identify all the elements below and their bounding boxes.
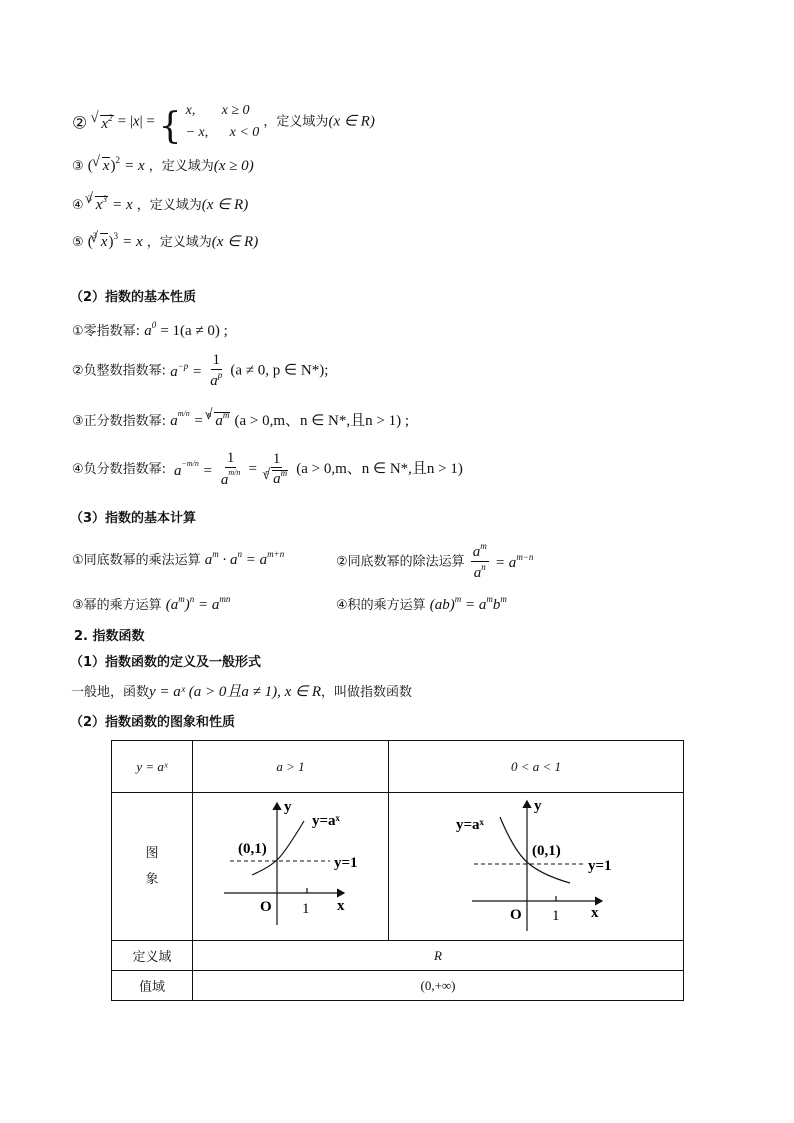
header-function: y = aˣ <box>112 741 193 793</box>
subsection-title-def: （1）指数函数的定义及一般形式 <box>70 655 262 670</box>
table-graph-row <box>112 793 684 941</box>
table-header-row <box>112 741 684 793</box>
domain-text: ，定义域为 <box>146 235 212 250</box>
domain-set: x ∈ R <box>206 197 244 213</box>
property-label: ①零指数幂: <box>72 324 141 339</box>
origin-label: O <box>259 898 272 915</box>
domain-set: x ∈ R <box>333 113 370 130</box>
domain-text: ，定义域为 <box>136 198 202 213</box>
def-post: ，叫做指数函数 <box>321 685 413 700</box>
sqrt-x-squared: √ $x^2$ <box>91 113 113 133</box>
radical-line-5: ⑤ ($^3$√ x)$^3$ = x ，定义域为(x ∈ R) <box>72 232 258 251</box>
piecewise-cases <box>186 100 260 144</box>
property-formula: (a > 0,m、n ∈ N*,且n > 1) ; <box>234 413 410 429</box>
property-2: ②负整数指数幂: $a^{-p}$ = $\frac{1}{a^p}$ (a ≠ 0, p ∈ N*); <box>72 352 329 389</box>
domain-set: x ≥ 0 <box>218 158 249 174</box>
property-formula: (a > 0,m、n ∈ N*,且n > 1) <box>296 460 463 477</box>
rhs: = x <box>124 158 145 174</box>
curve-label: y=aˣ <box>455 816 484 833</box>
fraction: $\frac{1}{a^{m/n}}$ <box>220 450 241 488</box>
calc-label: ④积的乘方运算 <box>336 598 426 613</box>
calc-1: ①同底数幂的乘法运算 $a^m \cdot a^n = a^{m+n}$ <box>72 549 285 568</box>
property-3: ③正分数指数幂: $a^{m/n} = ^n√$ $a^m$ (a > 0,m、n ∈ N*,且n > 1) ; <box>72 410 409 430</box>
subsection-title-graph: （2）指数函数的图象和性质 <box>70 715 236 730</box>
calc-4: ④积的乘方运算 $(ab)^m = a^mb^m$ <box>336 594 507 613</box>
calc-3: ③幂的乘方运算 $(a^m)^n = a^{mn}$ <box>72 594 231 613</box>
calc-label: ③幂的乘方运算 <box>72 598 162 613</box>
header-a-lt-1: 0 < a < 1 <box>389 741 684 793</box>
case-2: − x, <box>185 125 209 140</box>
one-label: 1 <box>301 900 309 917</box>
fraction: $\frac{1}{a^p}$ <box>210 352 223 389</box>
definition-line <box>71 685 412 700</box>
item-number: ④ <box>72 198 84 213</box>
x-label: x <box>336 897 344 914</box>
property-1: ①零指数幂: $a^0 = 1(a \ne 0)$ ; <box>72 320 228 339</box>
property-label: ②负整数指数幂: <box>72 363 167 379</box>
item-number: ⑤ <box>72 235 84 250</box>
rhs: = x <box>112 197 133 213</box>
one-label: 1 <box>551 907 559 924</box>
calc-2: ②同底数幂的除法运算 $\frac{a^m}{a^n}$ = $a^{m-n}$ <box>336 541 534 581</box>
calc-label: ①同底数幂的乘法运算 <box>72 553 201 568</box>
radical-line-3: ③ (√ x)$^2$ = x ，定义域为(x ≥ 0) <box>72 156 254 175</box>
item-number: ② <box>72 113 88 134</box>
def-formula: y = aˣ (a > 0且a ≠ 1), x ∈ R <box>149 684 322 700</box>
origin-label: O <box>509 906 522 923</box>
graph-row-label: 图 象 <box>112 793 193 941</box>
domain-text: ，定义域为 <box>148 159 214 174</box>
y-label: y <box>283 798 291 815</box>
range-label: 值域 <box>112 971 193 1001</box>
curve-label: y=aˣ <box>311 812 340 829</box>
property-formula: (a ≠ 0, p ∈ N*); <box>230 362 329 379</box>
property-4: ④负分数指数幂: $a^{-m/n}$ = $\frac{1}{a^{m/n}}$ = $\frac{1}{^n√ a^m}$ (a > 0,m、n ∈ N*,且n > 1) <box>72 450 463 489</box>
section-title-basic: （2）指数的基本性质 <box>70 290 197 305</box>
item-number: ③ <box>72 159 84 174</box>
graph-a-lt-1-cell <box>389 793 684 941</box>
property-label: ③正分数指数幂: <box>72 414 167 429</box>
domain-value: R <box>193 941 684 971</box>
domain-label: 定义域 <box>112 941 193 971</box>
case-1: x, <box>185 103 196 118</box>
graph-a-gt-1-cell <box>193 793 389 941</box>
def-pre: 一般地，函数 <box>71 685 150 700</box>
radical-line-4: ④ $^3$√ $x^3 = x$ ，定义域为(x ∈ R) <box>72 194 248 214</box>
property-label: ④负分数指数幂: <box>72 461 167 477</box>
fraction: $\frac{a^m}{a^n}$ <box>472 541 487 581</box>
point-label: (0,1) <box>237 840 267 857</box>
asym-label: y=1 <box>587 857 612 874</box>
section-title-calc: （3）指数的基本计算 <box>70 511 197 526</box>
domain-set: x ∈ R <box>216 234 254 250</box>
piecewise-brace: { <box>158 105 182 147</box>
graph-a-gt-1 <box>194 795 388 935</box>
rhs: = x <box>122 234 143 250</box>
cond-2: x < 0 <box>229 125 260 140</box>
radical-line-2: ② √ $x^2 = |x|$ = { x, x ≥ 0 − x, x < 0 ，定义域为(x ∈ R) <box>72 100 375 145</box>
point-label: (0,1) <box>531 842 561 859</box>
table-range-row <box>112 971 684 1001</box>
cond-1: x ≥ 0 <box>221 103 250 118</box>
table-domain-row <box>112 941 684 971</box>
x-label: x <box>590 904 598 921</box>
asym-label: y=1 <box>333 854 358 871</box>
header-a-gt-1: a > 1 <box>193 741 389 793</box>
domain-text: ，定义域为 <box>263 114 329 130</box>
fraction: $\frac{1}{^n√ a^m}$ <box>263 451 290 489</box>
range-value: (0,+∞) <box>193 971 684 1001</box>
properties-table <box>111 740 684 1001</box>
calc-label: ②同底数幂的除法运算 <box>336 554 465 570</box>
y-label: y <box>533 797 541 814</box>
section-title-func: 2. 指数函数 <box>74 629 145 644</box>
property-formula: = 1(a ≠ 0) ; <box>160 323 228 339</box>
graph-a-lt-1 <box>390 795 683 935</box>
